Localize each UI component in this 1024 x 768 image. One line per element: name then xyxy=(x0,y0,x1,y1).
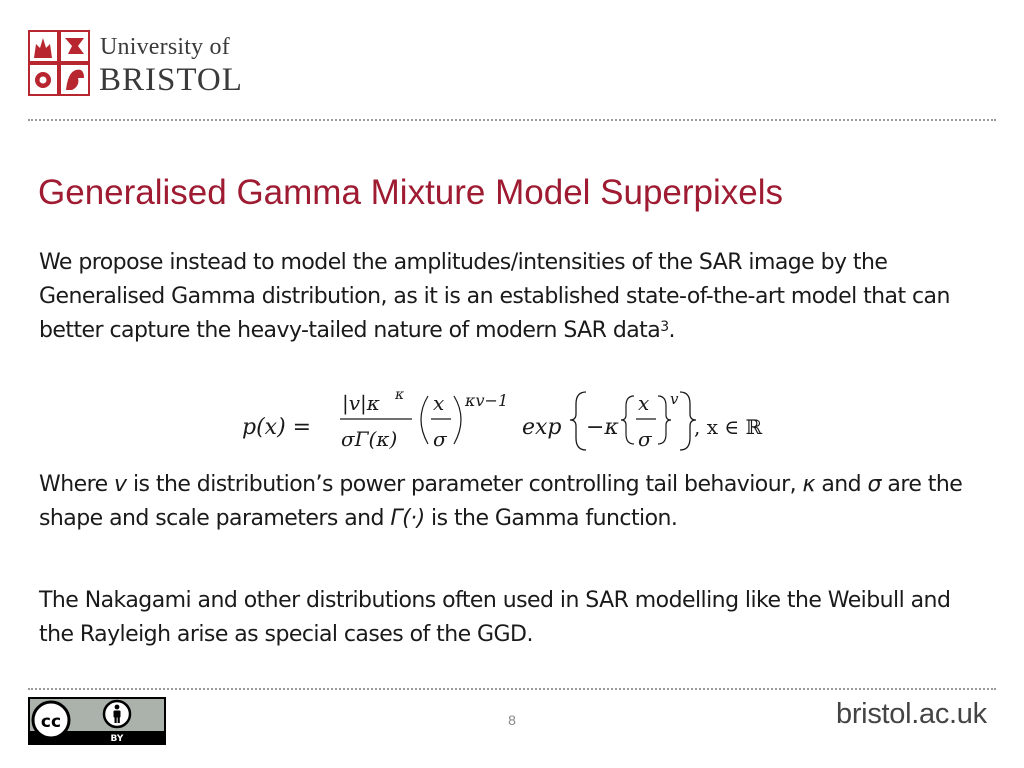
citation-superscript: 3 xyxy=(660,319,669,335)
param-symbol-kappa: κ xyxy=(802,472,815,497)
formula-paren-denominator: σ xyxy=(433,427,447,451)
website-url[interactable]: bristol.ac.uk xyxy=(836,698,987,730)
formula-paren-numerator: x xyxy=(433,391,445,415)
formula-outer-left-brace xyxy=(570,392,586,450)
param-text-3: and xyxy=(814,472,868,497)
logo-text-university: University of xyxy=(100,34,230,60)
param-symbol-v: v xyxy=(114,472,127,497)
formula-inner-left-brace xyxy=(621,396,634,444)
page-number: 8 xyxy=(508,712,516,728)
formula-right-paren xyxy=(454,396,461,444)
formula-inner-exponent: v xyxy=(670,390,679,408)
paragraph-parameters xyxy=(39,468,989,536)
paragraph-intro xyxy=(39,246,989,348)
cc-icon-label: cc xyxy=(40,712,62,732)
header-divider xyxy=(28,119,996,121)
paragraph-intro-text: We propose instead to model the amplitudes/intensities of the SAR image by the Generalised Gamma distribution, as it is an established state-of-the-art model that can better capture the heavy-tailed nature of modern SAR data xyxy=(39,250,950,343)
slide-title: Generalised Gamma Mixture Model Superpixels xyxy=(38,173,784,212)
formula-exp-label: exp xyxy=(522,415,562,440)
university-logo xyxy=(28,30,248,98)
formula-paren-exponent: κv−1 xyxy=(465,391,509,410)
formula-neg-kappa: −κ xyxy=(586,415,619,440)
formula-frac1-numerator-exponent: κ xyxy=(395,387,405,403)
attribution-person-icon xyxy=(104,701,130,727)
param-text-1: Where xyxy=(39,472,115,497)
bristol-crest-icon xyxy=(28,30,90,96)
formula-left-paren xyxy=(421,396,428,444)
formula-frac1-denominator: σΓ(κ) xyxy=(341,427,398,451)
formula-inner-denominator: σ xyxy=(638,427,652,451)
param-text-2: is the distribution’s power parameter controlling tail behaviour, xyxy=(126,472,803,497)
param-symbol-sigma: σ xyxy=(867,472,881,497)
formula-domain: , x ∈ ℝ xyxy=(694,415,763,439)
footer-divider xyxy=(28,688,996,690)
formula-frac1-numerator: |v|κ xyxy=(342,391,380,415)
formula-lhs: p(x) = xyxy=(242,415,312,440)
param-text-5: is the Gamma function. xyxy=(424,506,678,531)
paragraph-intro-end: . xyxy=(668,318,675,343)
by-label: BY xyxy=(110,734,124,744)
cc-by-license-badge[interactable] xyxy=(28,697,166,745)
param-text-4: are the shape and scale parameters and xyxy=(39,472,963,531)
generalised-gamma-formula xyxy=(0,384,1024,464)
logo-text-bristol: BRISTOL xyxy=(99,62,243,98)
formula-inner-numerator: x xyxy=(638,391,650,415)
cc-icon xyxy=(33,702,69,738)
paragraph-special-cases: The Nakagami and other distributions often used in SAR modelling like the Weibull and the Rayleigh arise as special cases of the GGD. xyxy=(39,588,951,647)
param-symbol-gamma: Γ(·) xyxy=(390,506,425,531)
